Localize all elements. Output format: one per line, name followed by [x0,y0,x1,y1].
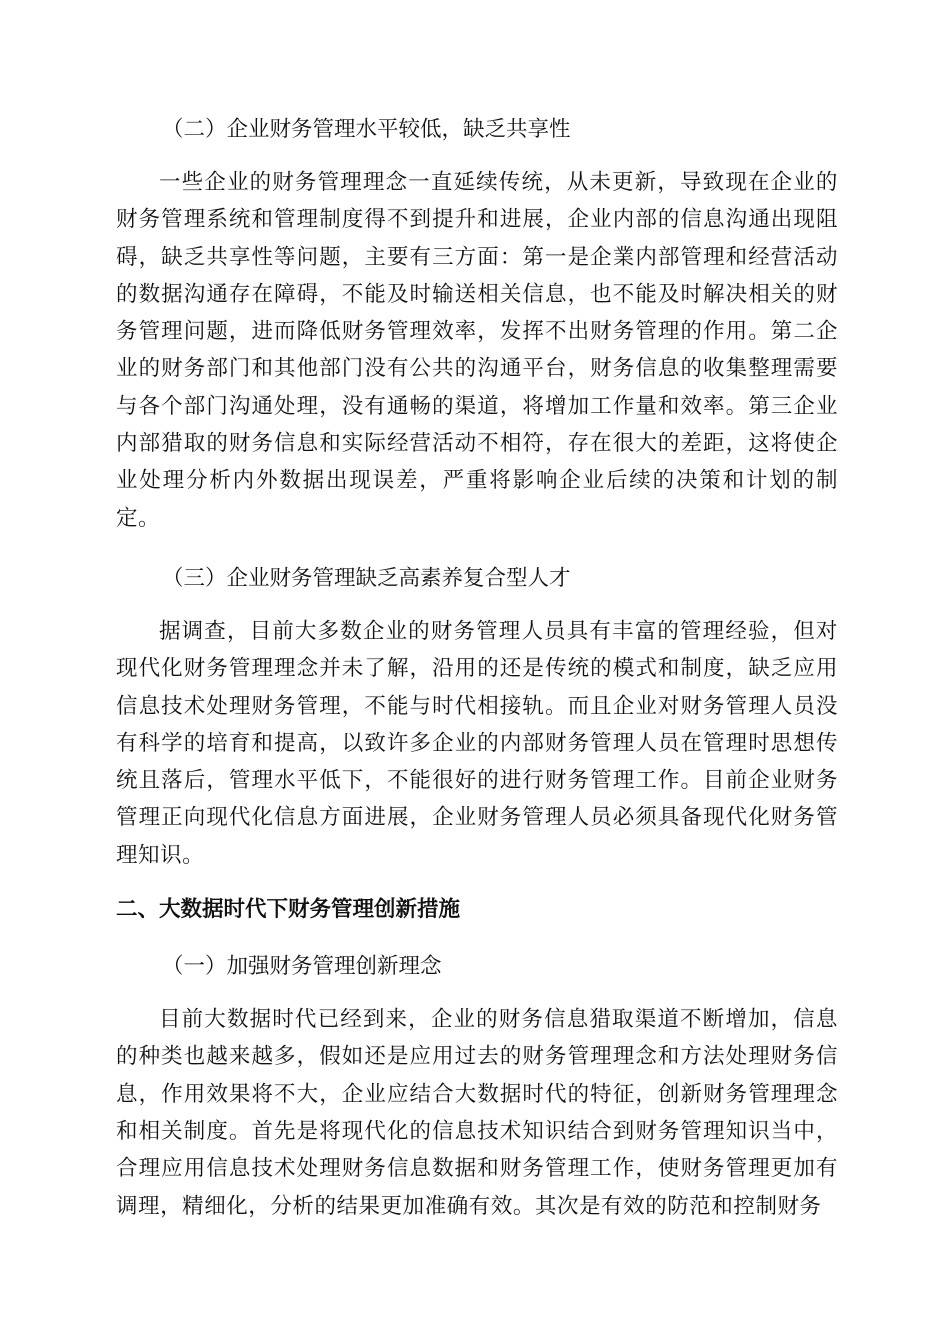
paragraph-weak-sharing: 一些企业的财务管理理念一直延续传统，从未更新，导致现在企业的财务管理系统和管理制度得不到提升和进展，企业内部的信息沟通出现阻碍，缺乏共享性等问题，主要有三方面：第一是企業内部管理和经营活动的数据沟通存在障碍，不能及时输送相关信息，也不能及时解决相关的财务管理问题，进而降低财务管理效率，发挥不出财务管理的作用。第二企业的财务部门和其他部门没有公共的沟通平台，财务信息的收集整理需要与各个部门沟通处理，没有通畅的渠道，将增加工作量和效率。第三企业内部猎取的财务信息和实际经营活动不相符，存在很大的差距，这将使企业处理分析内外数据出现误差，严重将影响企业后续的决策和计划的制定。 [116,170,838,531]
paragraph-talent-shortage: 据调查，目前大多数企业的财务管理人员具有丰富的管理经验，但对现代化财务管理理念并未了解，沿用的还是传统的模式和制度，缺乏应用信息技术处理财务管理，不能与时代相接轨。而且企业对财务管理人员没有科学的培育和提高，以致许多企业的内部财务管理人员在管理时思想传统且落后，管理水平低下，不能很好的进行财务管理工作。目前企业财务管理正向现代化信息方面进展，企业财务管理人员必须具备现代化财务管理知识。 [116,618,838,868]
section-heading-innovation-concept: （一）加强财务管理创新理念 [162,954,442,980]
spacer [116,874,838,888]
spacer [116,932,838,943]
section-heading-weak-sharing: （二）企业财务管理水平较低，缺乏共享性 [162,117,571,142]
section-heading-talent-shortage: （三）企业财务管理缺乏高素养复合型人才 [162,565,571,591]
paragraph-innovation-concept: 目前大数据时代已经到来，企业的财务信息猎取渠道不断增加，信息的种类也越来越多，假如还是应用过去的财务管理理念和方法处理财务信息，作用效果将不大，企业应结合大数据时代的特征，创新财务管理理念和相关制度。首先是将现代化的信息技术知识结合到财务管理知识当中，合理应用信息技术处理财务信息数据和财务管理工作，使财务管理更加有调理，精细化，分析的结果更加准确有效。其次是有效的防范和控制财务 [116,1007,838,1219]
chapter-heading-innovation-measures: 二、大数据时代下财务管理创新措施 [116,897,461,923]
spacer [116,537,838,555]
spacer [116,153,838,164]
document-page [116,106,838,1225]
spacer [116,990,838,1001]
spacer [116,602,838,613]
